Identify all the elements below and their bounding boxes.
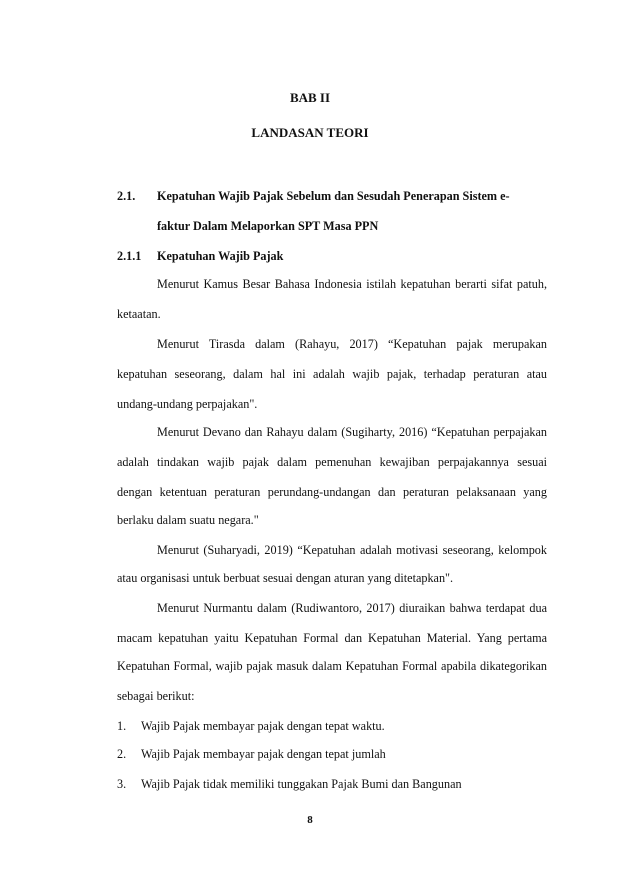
paragraph-2-line-1: Menurut Tirasda dalam (Rahayu, 2017) “Kepatuhan pajak merupakan	[157, 337, 547, 351]
list-item-1-number: 1.	[117, 719, 127, 733]
section-number-2-1: 2.1.	[117, 189, 136, 203]
paragraph-5-line-1: Menurut Nurmantu dalam (Rudiwantoro, 2017) diuraikan bahwa terdapat dua	[157, 601, 547, 615]
paragraph-5-line-2: macam kepatuhan yaitu Kepatuhan Formal dan Kepatuhan Material. Yang pertama	[117, 631, 547, 645]
paragraph-1-line-2: ketaatan.	[117, 307, 161, 321]
list-item-2-text: Wajib Pajak membayar pajak dengan tepat jumlah	[141, 747, 386, 761]
section-title-2-1-line2: faktur Dalam Melaporkan SPT Masa PPN	[157, 219, 379, 233]
section-title-2-1-1: Kepatuhan Wajib Pajak	[157, 249, 284, 263]
paragraph-5-line-3: Kepatuhan Formal, wajib pajak masuk dalam Kepatuhan Formal apabila dikategorikan	[117, 659, 547, 673]
list-item-2-number: 2.	[117, 747, 127, 761]
paragraph-2-line-2: kepatuhan seseorang, dalam hal ini adalah wajib pajak, terhadap peraturan atau	[117, 367, 547, 381]
page-number: 8	[307, 814, 313, 826]
section-number-2-1-1: 2.1.1	[117, 249, 142, 263]
paragraph-5-line-4: sebagai berikut:	[117, 689, 195, 703]
paragraph-3-line-4: berlaku dalam suatu negara."	[117, 513, 259, 527]
list-item-3-number: 3.	[117, 777, 127, 791]
chapter-heading: BAB II	[289, 90, 331, 105]
paragraph-4-line-2: atau organisasi untuk berbuat sesuai dengan aturan yang ditetapkan".	[117, 571, 454, 585]
list-item-1-text: Wajib Pajak membayar pajak dengan tepat waktu.	[141, 719, 385, 733]
paragraph-3-line-3: dengan ketentuan peraturan perundang-undangan dan peraturan pelaksanaan yang	[117, 485, 547, 499]
paragraph-1-line-1: Menurut Kamus Besar Bahasa Indonesia istilah kepatuhan berarti sifat patuh,	[157, 277, 547, 291]
paragraph-3-line-2: adalah tindakan wajib pajak dalam pemenuhan kewajiban perpajakannya sesuai	[117, 455, 547, 469]
paragraph-4-line-1: Menurut (Suharyadi, 2019) “Kepatuhan adalah motivasi seseorang, kelompok	[157, 543, 547, 557]
paragraph-2-line-3: undang-undang perpajakan".	[117, 397, 258, 411]
chapter-title: LANDASAN TEORI	[251, 125, 369, 140]
list-item-3-text: Wajib Pajak tidak memiliki tunggakan Pajak Bumi dan Bangunan	[141, 777, 462, 791]
paragraph-3-line-1: Menurut Devano dan Rahayu dalam (Sugiharty, 2016) “Kepatuhan perpajakan	[157, 425, 547, 439]
section-title-2-1-line1: Kepatuhan Wajib Pajak Sebelum dan Sesudah Penerapan Sistem e-	[157, 189, 510, 203]
